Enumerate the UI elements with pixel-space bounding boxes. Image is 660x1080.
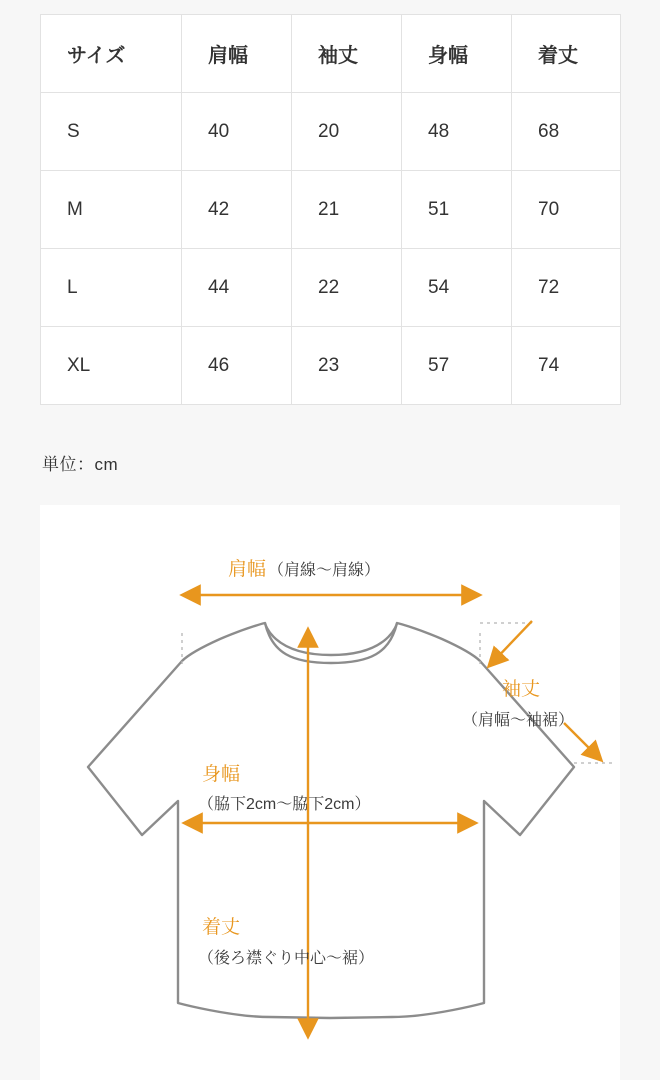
cell-size: M bbox=[41, 171, 182, 249]
cell-chest: 57 bbox=[402, 327, 512, 405]
sleeve-length-label: 袖丈 bbox=[502, 679, 541, 700]
size-table-container bbox=[40, 14, 620, 405]
measurement-diagram-card bbox=[40, 505, 620, 1080]
body-length-sub: （後ろ襟ぐり中心〜裾） bbox=[198, 950, 375, 967]
table-row bbox=[41, 327, 621, 405]
cell-shoulder: 42 bbox=[182, 171, 292, 249]
cell-length: 72 bbox=[512, 249, 621, 327]
table-row bbox=[41, 249, 621, 327]
cell-length: 74 bbox=[512, 327, 621, 405]
cell-chest: 54 bbox=[402, 249, 512, 327]
column-header-size: サイズ bbox=[41, 15, 182, 93]
cell-size: XL bbox=[41, 327, 182, 405]
sleeve-length-sub: （肩幅〜袖裾） bbox=[462, 712, 575, 729]
cell-shoulder: 40 bbox=[182, 93, 292, 171]
column-header-chest: 身幅 bbox=[402, 15, 512, 93]
shoulder-width-sub: （肩線〜肩線） bbox=[268, 562, 381, 579]
cell-sleeve: 20 bbox=[292, 93, 402, 171]
cell-length: 70 bbox=[512, 171, 621, 249]
cell-chest: 48 bbox=[402, 93, 512, 171]
size-table bbox=[40, 14, 621, 405]
cell-shoulder: 44 bbox=[182, 249, 292, 327]
table-row bbox=[41, 93, 621, 171]
cell-sleeve: 21 bbox=[292, 171, 402, 249]
cell-size: L bbox=[41, 249, 182, 327]
cell-sleeve: 23 bbox=[292, 327, 402, 405]
body-length-label: 着丈 bbox=[202, 917, 241, 938]
column-header-sleeve: 袖丈 bbox=[292, 15, 402, 93]
table-row bbox=[41, 171, 621, 249]
cell-sleeve: 22 bbox=[292, 249, 402, 327]
column-header-shoulder: 肩幅 bbox=[182, 15, 292, 93]
chest-width-label: 身幅 bbox=[202, 764, 241, 785]
tshirt-measurement-diagram bbox=[40, 505, 620, 1080]
cell-shoulder: 46 bbox=[182, 327, 292, 405]
column-header-length: 着丈 bbox=[512, 15, 621, 93]
table-header-row bbox=[41, 15, 621, 93]
cell-length: 68 bbox=[512, 93, 621, 171]
shoulder-width-label: 肩幅 bbox=[228, 559, 267, 580]
unit-note: 単位：cm bbox=[42, 455, 119, 474]
chest-width-sub: （脇下2cm〜脇下2cm） bbox=[198, 796, 371, 813]
cell-size: S bbox=[41, 93, 182, 171]
cell-chest: 51 bbox=[402, 171, 512, 249]
